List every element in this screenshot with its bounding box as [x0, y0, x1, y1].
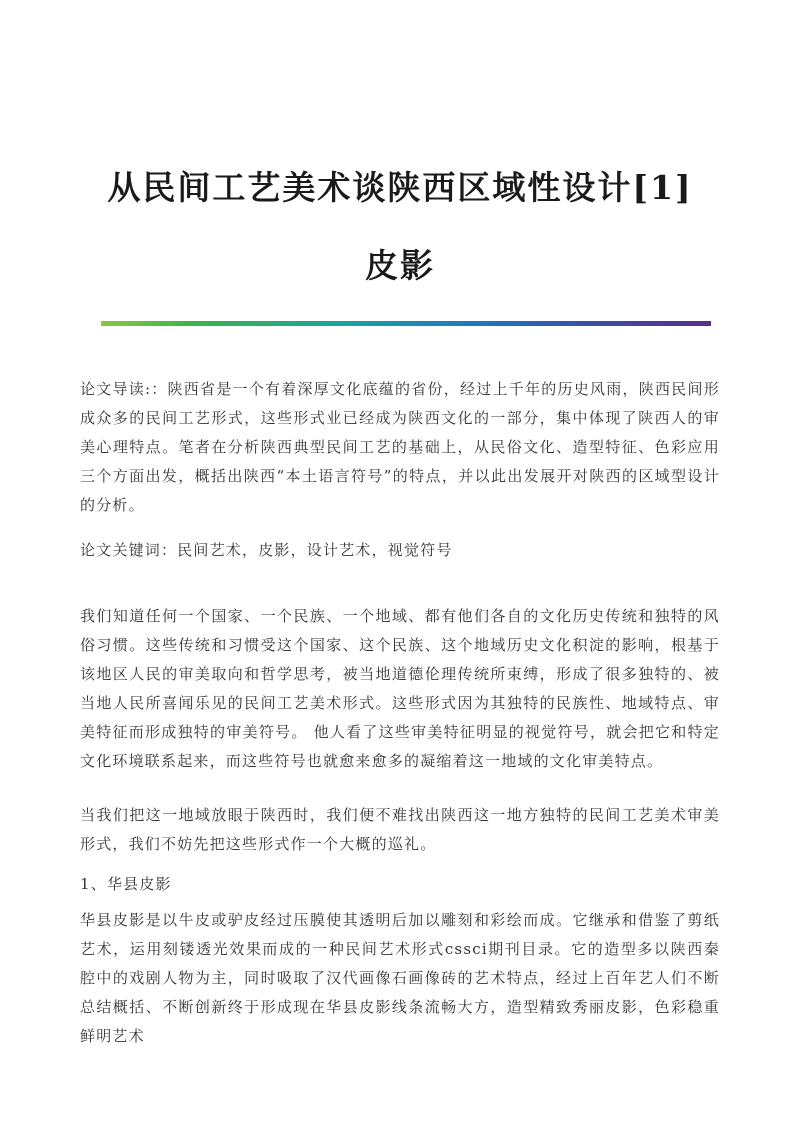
section-paragraph: 华县皮影是以牛皮或驴皮经过压膜使其透明后加以雕刻和彩绘而成。它继承和借鉴了剪纸艺术，运用刻镂透光效果而成的一种民间艺术形式cssci期刊目录。它的造型多以陕西秦腔中的戏剧人物为主，同时吸取了汉代画像石画像砖的艺术特点，经过上百年艺人们不断总结概括、不断创新终于形成现在华县皮影线条流畅大方，造型精致秀丽皮影，色彩稳重鲜明艺术 [80, 911, 720, 1045]
document-title: 从民间工艺美术谈陕西区域性设计[1] [107, 168, 693, 207]
abstract-paragraph: 论文导读:：陕西省是一个有着深厚文化底蕴的省份，经过上千年的历史风雨，陕西民间形成众多的民间工艺形式，这些形式业已经成为陕西文化的一部分，集中体现了陕西人的审美心理特点。笔者在分析陕西典型民间工艺的基础上，从民俗文化、造型特征、色彩应用三个方面出发，概括出陕西“本土语言符号”的特点，并以此出发展开对陕西的区域型设计的分析。 [80, 380, 720, 514]
keywords-line: 论文关键词：民间艺术，皮影，设计艺术，视觉符号 [80, 541, 453, 559]
body-paragraph: 我们知道任何一个国家、一个民族、一个地域、都有他们各自的文化历史传统和独特的风俗习惯。这些传统和习惯受这个国家、这个民族、这个地域历史文化积淀的影响，根基于该地区人民的审美取向和哲学思考，被当地道德伦理传统所束缚，形成了很多独特的、被当地人民所喜闻乐见的民间工艺美术形式。这些形式因为其独特的民族性、地域特点、审美特征而形成独特的审美符号。 他人看了这些审美特征明显的视觉符号，就会把它和特定文化环境联系起来，而这些符号也就愈来愈多的凝缩着这一地域的文化审美特点。 [80, 607, 720, 770]
body-paragraph: 当我们把这一地域放眼于陕西时，我们便不难找出陕西这一地方独特的民间工艺美术审美形式，我们不妨先把这些形式作一个大概的巡礼。 [80, 806, 720, 853]
section-heading: 1、华县皮影 [80, 875, 172, 893]
document-subtitle: 皮影 [365, 246, 435, 285]
title-divider [101, 321, 711, 326]
